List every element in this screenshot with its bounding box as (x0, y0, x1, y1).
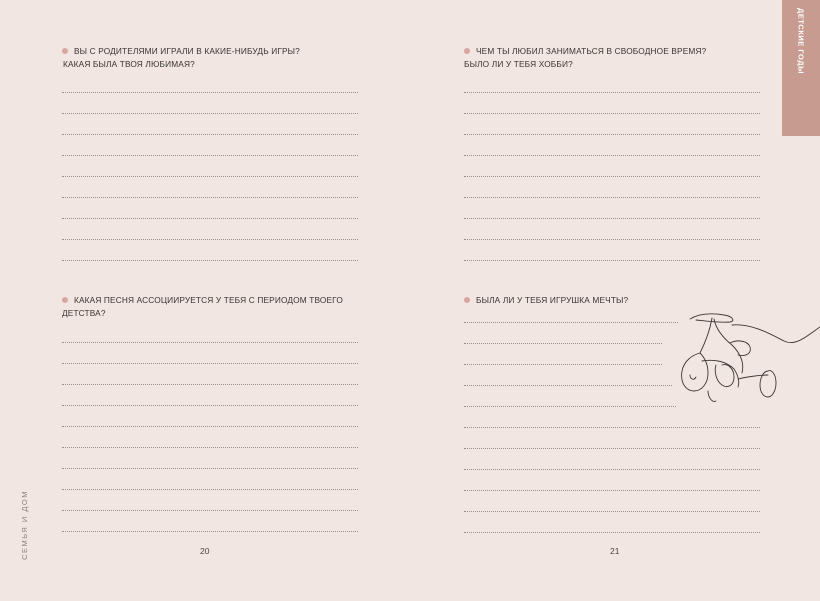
question-bullet (62, 297, 68, 303)
question-1-line-2: КАКАЯ БЫЛА ТВОЯ ЛЮБИМАЯ? (63, 59, 195, 69)
question-4 (476, 294, 628, 307)
answer-lines-2[interactable] (464, 92, 760, 262)
question-bullet (464, 48, 470, 54)
question-2 (476, 45, 706, 58)
question-bullet (464, 297, 470, 303)
answer-lines-3[interactable] (62, 342, 358, 534)
question-2-line-1: ЧЕМ ТЫ ЛЮБИЛ ЗАНИМАТЬСЯ В СВОБОДНОЕ ВРЕМЯ? (476, 46, 707, 56)
section-tab (782, 0, 820, 136)
question-1-cont (63, 58, 195, 71)
tricycle-line-drawing-icon (672, 305, 820, 410)
book-title-spine: СЕМЬЯ И ДОМ (20, 490, 29, 560)
question-2-cont (464, 58, 573, 71)
question-3-line-2: ДЕТСТВА? (62, 308, 106, 318)
question-3 (74, 294, 343, 307)
question-2-line-2: БЫЛО ЛИ У ТЕБЯ ХОББИ? (464, 59, 573, 69)
question-bullet (62, 48, 68, 54)
question-3-line-1: КАКАЯ ПЕСНЯ АССОЦИИРУЕТСЯ У ТЕБЯ С ПЕРИОДОМ ТВОЕГО (74, 295, 343, 305)
page-number-left: 20 (200, 546, 210, 556)
question-3-cont (62, 307, 106, 320)
question-1 (74, 45, 300, 58)
question-4-line-1: БЫЛА ЛИ У ТЕБЯ ИГРУШКА МЕЧТЫ? (476, 295, 629, 305)
answer-lines-1[interactable] (62, 92, 358, 262)
section-tab-label: ДЕТСКИЕ ГОДЫ (796, 8, 806, 74)
page-number-right: 21 (610, 546, 620, 556)
question-1-line-1: ВЫ С РОДИТЕЛЯМИ ИГРАЛИ В КАКИЕ-НИБУДЬ ИГРЫ? (74, 46, 300, 56)
